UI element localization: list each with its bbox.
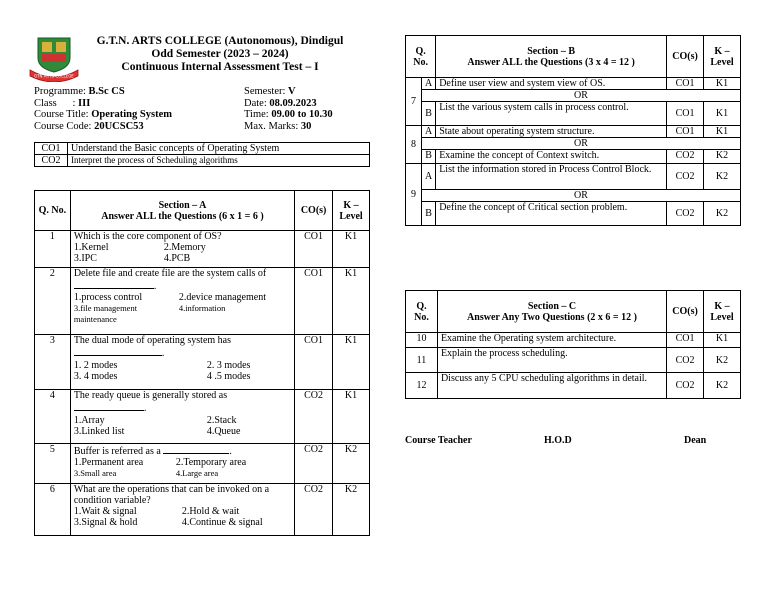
answer-blank [74, 401, 144, 411]
question-row [406, 164, 741, 190]
question-number: 2 [35, 268, 71, 335]
question-row [406, 202, 741, 226]
section-b-heading [436, 36, 667, 78]
option: 1.process control [73, 292, 143, 303]
question-row [406, 78, 741, 90]
question-row: 3 The dual mode of operating system has . 1. 2 modes 2. 3 modes 3. 4 modes 4 .5 modes CO1 K1 [35, 335, 370, 390]
section-c-heading [437, 291, 666, 333]
option-label: B [421, 150, 435, 164]
option-label: B [421, 102, 435, 126]
question-number: 6 [35, 484, 71, 536]
course-info [34, 86, 354, 132]
or-divider: OR [421, 138, 740, 150]
option-label: A [421, 126, 435, 138]
k-level-value: K2 [333, 484, 370, 536]
k-level-value: K2 [704, 348, 741, 373]
or-divider: OR [421, 90, 740, 102]
question-row [406, 126, 741, 138]
course-code-value: 20UCSC53 [94, 120, 144, 132]
question-text: Examine the concept of Context switch. [436, 150, 667, 164]
co-value: CO1 [295, 268, 333, 335]
question-text: Delete file and create file are the system calls of [73, 268, 267, 279]
signature-course-teacher: Course Teacher [405, 435, 472, 446]
co-value: CO2 [667, 373, 704, 399]
course-title-value: Operating System [91, 109, 172, 120]
section-subtitle: Answer Any Two Questions (2 x 6 = 12 ) [467, 311, 637, 323]
outcome-text: Interpret the process of Scheduling algorithms [68, 155, 370, 167]
option: 3. 4 modes [73, 371, 118, 382]
option: 4.information [178, 303, 226, 313]
qno-header: Q. No. [35, 191, 71, 231]
answer-blank [74, 279, 154, 289]
marks-value: 30 [300, 120, 312, 132]
qno-header: Q. No. [406, 291, 438, 333]
option: 2.Temporary area [175, 457, 247, 468]
answer-blank [74, 346, 162, 356]
question-text: List the various system calls in process control. [436, 102, 667, 126]
question-text: Discuss any 5 CPU scheduling algorithms in detail. [437, 373, 666, 399]
co-header: CO(s) [295, 191, 333, 231]
question-number: 1 [35, 231, 71, 268]
semester-value: V [288, 86, 296, 97]
question-row [406, 333, 741, 348]
co-value: CO2 [667, 150, 704, 164]
co-value: CO2 [295, 484, 333, 536]
section-subtitle: Answer ALL the Questions (6 x 1 = 6 ) [101, 210, 264, 222]
k-level-value: K1 [704, 102, 741, 126]
co-value: CO2 [667, 164, 704, 190]
section-c-table [405, 290, 741, 399]
question-number: 4 [35, 390, 71, 444]
section-a-table [34, 190, 370, 536]
k-level-value: K1 [333, 268, 370, 335]
option: 3.Signal & hold [73, 517, 138, 528]
co-value: CO2 [295, 390, 333, 444]
option: 1.Array [73, 415, 105, 426]
k-level-value: K1 [333, 335, 370, 390]
test-title: Continuous Internal Assessment Test – I [121, 61, 319, 73]
co-value: CO1 [295, 231, 333, 268]
co-value: CO2 [667, 348, 704, 373]
option: 1.Kernel [73, 242, 109, 253]
semester-label: Semester: [244, 86, 289, 97]
qno-header: Q. No. [406, 36, 436, 78]
option: 3.Linked list [73, 426, 125, 437]
question-text: Define the concept of Critical section problem. [436, 202, 667, 226]
co-value: CO2 [295, 444, 333, 484]
date-label: Date: [244, 97, 270, 109]
question-text: What are the operations that can be invoked on a condition variable? [73, 484, 270, 506]
question-text: Explain the process scheduling. [437, 348, 666, 373]
signature-dean: Dean [684, 435, 707, 446]
option-label: B [421, 202, 435, 226]
time-value: 09.00 to 10.30 [271, 109, 333, 120]
section-b-table [405, 35, 741, 226]
course-title-label: Course Title: [34, 109, 92, 120]
k-level-value: K2 [704, 150, 741, 164]
co-header: CO(s) [667, 36, 704, 78]
option: maintenance [73, 314, 117, 324]
k-level-value: K1 [333, 390, 370, 444]
question-number: 7 [406, 78, 422, 126]
outcome-row [35, 143, 370, 155]
k-level-value: K2 [704, 373, 741, 399]
k-level-header: K – Level [704, 291, 741, 333]
question-row [35, 484, 370, 536]
k-level-value: K1 [704, 333, 741, 348]
option: 2.Hold & wait [181, 506, 240, 517]
programme-value: B.Sc CS [88, 86, 125, 97]
co-value: CO1 [667, 333, 704, 348]
option: 3.IPC [73, 253, 97, 264]
question-row [406, 150, 741, 164]
college-name: G.T.N. ARTS COLLEGE (Autonomous), Dindigul [96, 35, 344, 47]
option: 2.device management [178, 292, 266, 303]
outcome-code: CO2 [35, 155, 68, 167]
class-value: III [78, 97, 91, 109]
question-text: The dual mode of operating system has [73, 335, 231, 346]
section-subtitle: Answer ALL the Questions (3 x 4 = 12 ) [467, 56, 635, 68]
semester-line: Odd Semester (2023 – 2024) [151, 48, 289, 60]
question-number: 10 [406, 333, 438, 348]
question-row: 4 The ready queue is generally stored as . 1.Array 2.Stack 3.Linked list 4.Queue CO2 K1 [35, 390, 370, 444]
option-label: A [421, 78, 435, 90]
course-outcomes-table [34, 142, 370, 167]
option: 2.Stack [206, 415, 237, 426]
question-row [406, 102, 741, 126]
option: 1. 2 modes [73, 360, 118, 371]
k-level-header: K – Level [333, 191, 370, 231]
outcome-text: Understand the Basic concepts of Operating System [68, 143, 370, 155]
option: 4 .5 modes [206, 371, 251, 382]
question-text: Which is the core component of OS? [73, 231, 222, 242]
exam-header [80, 35, 360, 74]
question-number: 8 [406, 126, 422, 164]
option: 4.Continue & signal [181, 517, 263, 528]
option: 3.file management [73, 303, 138, 313]
question-number: 11 [406, 348, 438, 373]
option: 1.Wait & signal [73, 506, 137, 517]
option: 2. 3 modes [206, 360, 251, 371]
question-text: List the information stored in Process Control Block. [436, 164, 667, 190]
question-text: State about operating system structure. [436, 126, 667, 138]
k-level-value: K1 [704, 78, 741, 90]
section-a-heading [70, 191, 294, 231]
co-header: CO(s) [667, 291, 704, 333]
option: 4.Queue [206, 426, 241, 437]
question-number: 9 [406, 164, 422, 226]
logo-text: GTN ARTS COLLEGE [34, 73, 74, 79]
section-title: Section – C [527, 300, 577, 312]
question-row [35, 231, 370, 268]
question-text: Buffer is referred as a [73, 446, 161, 457]
question-text: The ready queue is generally stored as [73, 390, 228, 401]
k-level-value: K1 [704, 126, 741, 138]
question-text: Define user view and system view of OS. [436, 78, 667, 90]
class-label: Class : [34, 97, 79, 109]
option: 4.Large area [175, 468, 219, 478]
question-number: 5 [35, 444, 71, 484]
k-level-header: K – Level [704, 36, 741, 78]
co-value: CO1 [667, 78, 704, 90]
question-row: 5 Buffer is referred as a . 1.Permanent area 2.Temporary area 3.Small area 4.Large area CO2 K2 [35, 444, 370, 484]
outcome-row [35, 155, 370, 167]
programme-label: Programme: [34, 86, 89, 97]
answer-blank [163, 444, 229, 454]
or-divider: OR [421, 190, 740, 202]
time-label: Time: [244, 109, 272, 120]
question-number: 12 [406, 373, 438, 399]
question-row [406, 373, 741, 399]
section-title: Section – A [158, 199, 207, 211]
question-text: Examine the Operating system architecture. [437, 333, 666, 348]
option: 2.Memory [163, 242, 206, 253]
outcome-code: CO1 [35, 143, 68, 155]
k-level-value: K1 [333, 231, 370, 268]
option: 1.Permanent area [73, 457, 144, 468]
date-value: 08.09.2023 [269, 97, 317, 109]
question-number: 3 [35, 335, 71, 390]
option: 4.PCB [163, 253, 191, 264]
k-level-value: K2 [333, 444, 370, 484]
co-value: CO1 [667, 126, 704, 138]
co-value: CO2 [667, 202, 704, 226]
k-level-value: K2 [704, 164, 741, 190]
co-value: CO1 [295, 335, 333, 390]
co-value: CO1 [667, 102, 704, 126]
course-code-label: Course Code: [34, 120, 95, 132]
marks-label: Max. Marks: [244, 120, 301, 132]
signature-hod: H.O.D [544, 435, 572, 446]
question-row: 2 Delete file and create file are the system calls of . 1.process control 2.device management 3.file management 4.information maintenance CO1 K1 [35, 268, 370, 335]
option-label: A [421, 164, 435, 190]
k-level-value: K2 [704, 202, 741, 226]
question-row [406, 348, 741, 373]
option: 3.Small area [73, 468, 117, 478]
section-title: Section – B [527, 45, 576, 57]
college-logo [28, 34, 80, 82]
